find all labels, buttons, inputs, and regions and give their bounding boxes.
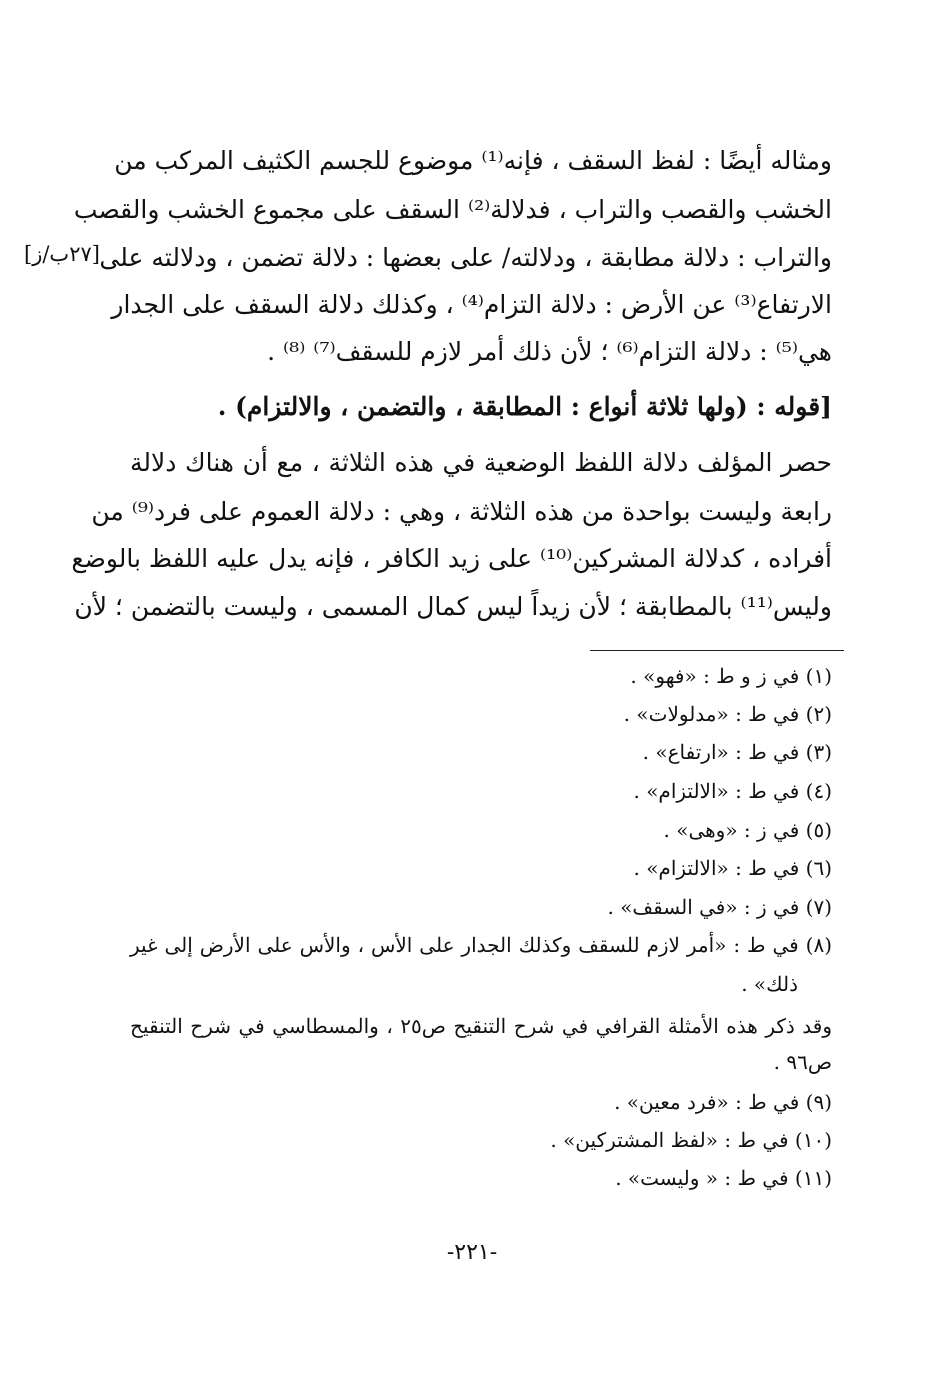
margin-note: [٢٧ب/ز] [24,242,100,266]
body-line: وليس⁽¹¹⁾ بالمطابقة ؛ لأن زيداً ليس كمال المسمى ، وليست بالتضمن ؛ لأن [74,592,832,621]
footnote: (١) في ز و ط : «فهو» . [630,664,832,688]
footnote: (١١) في ط : « وليست» . [615,1166,832,1190]
footnote: (١٠) في ط : «لفظ المشتركين» . [550,1128,832,1152]
body-line: رابعة وليست بواحدة من هذه الثلاثة ، وهي : دلالة العموم على فرد⁽⁹⁾ من [91,497,832,526]
page-number: -٢٢١- [446,1240,498,1265]
body-line: ومثاله أيضًا : لفظ السقف ، فإنه⁽¹⁾ موضوع للجسم الكثيف المركب من [114,146,832,175]
footnote: (٧) في ز : «في السقف» . [607,895,832,919]
body-line: هي⁽⁵⁾ : دلالة التزام⁽⁶⁾ ؛ لأن ذلك أمر لازم للسقف⁽⁷⁾ ⁽⁸⁾ . [267,337,832,366]
footnote: (٥) في ز : «وهى» . [663,818,832,842]
footnote: (٢) في ط : «مدلولات» . [623,702,832,726]
body-line: الارتفاع⁽³⁾ عن الأرض : دلالة التزام⁽⁴⁾ ، وكذلك دلالة السقف على الجدار [111,290,832,319]
footnote: ص٩٦ . [773,1050,832,1074]
footnote-divider [590,650,844,651]
footnote: (٣) في ط : «ارتفاع» . [642,740,832,764]
body-line: حصر المؤلف دلالة اللفظ الوضعية في هذه الثلاثة ، مع أن هناك دلالة [130,448,832,477]
footnote: (٦) في ط : «الالتزام» . [633,856,832,880]
body-line: الخشب والقصب والتراب ، فدلالة⁽²⁾ السقف على مجموع الخشب والقصب [73,195,832,224]
footnote: (٤) في ط : «الالتزام» . [633,779,832,803]
section-heading: [قوله : (ولها ثلاثة أنواع : المطابقة ، والتضمن ، والالتزام) . [217,392,832,421]
body-line: والتراب : دلالة مطابقة ، ودلالته/ على بعضها : دلالة تضمن ، ودلالته على [99,243,832,272]
footnote: وقد ذكر هذه الأمثلة القرافي في شرح التنقيح ص٢٥ ، والمسطاسي في شرح التنقيح [130,1014,832,1038]
footnote: (٩) في ط : «فرد معين» . [614,1090,832,1114]
body-line: أفراده ، كدلالة المشركين⁽¹⁰⁾ على زيد الكافر ، فإنه يدل عليه اللفظ بالوضع [71,544,832,573]
footnote: (٨) في ط : «أمر لازم للسقف وكذلك الجدار على الأس ، والأس على الأرض إلى غير [130,933,832,957]
footnote: ذلك» . [741,972,798,996]
